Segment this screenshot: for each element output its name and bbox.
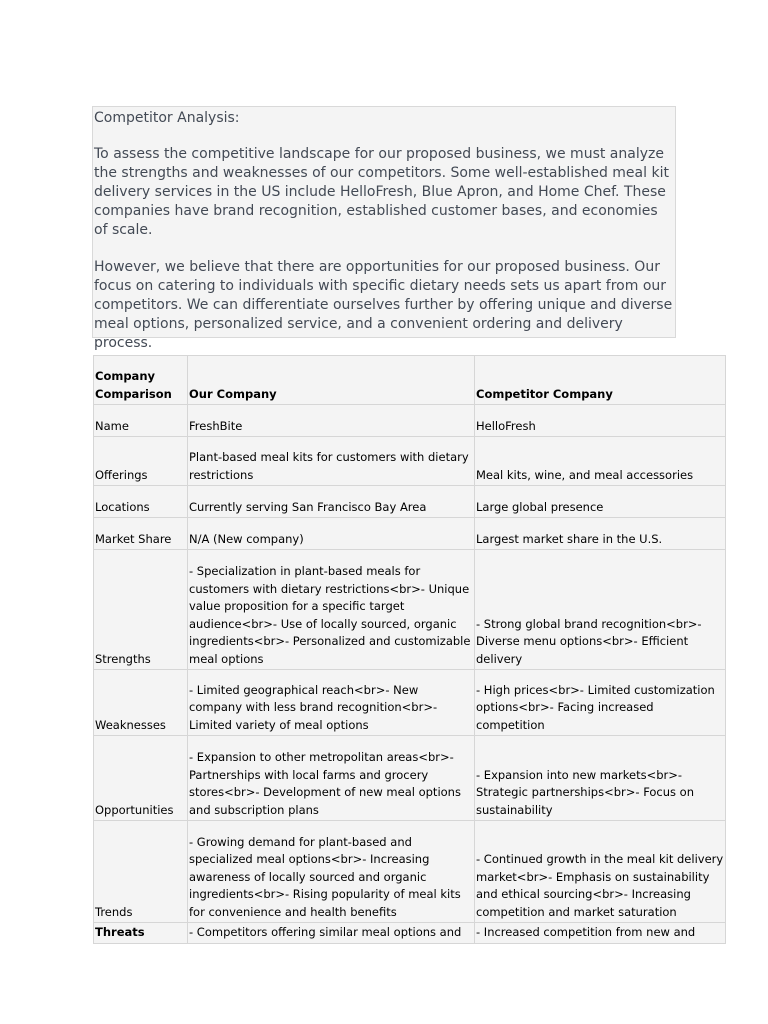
table-row — [94, 821, 726, 923]
section-heading: Competitor Analysis: — [94, 110, 240, 126]
our-company-cell: N/A (New company) — [188, 518, 475, 550]
row-label: Market Share — [94, 518, 188, 550]
our-company-cell: - Expansion to other metropolitan areas<br>- Partnerships with local farms and grocery stores<br>- Development of new meal options and subscription plans — [188, 736, 475, 821]
table-row — [94, 736, 726, 821]
row-label: Opportunities — [94, 736, 188, 821]
competitor-cell: - Expansion into new markets<br>- Strategic partnerships<br>- Focus on sustainability — [475, 736, 726, 821]
competitor-cell: HelloFresh — [475, 405, 726, 437]
row-label: Trends — [94, 821, 188, 923]
table-row — [94, 670, 726, 736]
competitor-cell: Largest market share in the U.S. — [475, 518, 726, 550]
row-label: Locations — [94, 486, 188, 518]
header-competitor-company: Competitor Company — [475, 356, 726, 405]
table-header-row — [94, 356, 726, 405]
table-row — [94, 486, 726, 518]
company-comparison-table — [93, 355, 726, 944]
competitor-cell: Meal kits, wine, and meal accessories — [475, 437, 726, 486]
competitor-cell: - High prices<br>- Limited customization options<br>- Facing increased competition — [475, 670, 726, 736]
our-company-cell: Plant-based meal kits for customers with dietary restrictions — [188, 437, 475, 486]
intro-paragraph-2: However, we believe that there are opportunities for our proposed business. Our focus on catering to individuals with specific dietary needs sets us apart from our competitors. We can differentiate ourselves further by offering unique and diverse meal options, personalized service, and a convenient ordering and delivery process. — [94, 259, 673, 351]
table-row — [94, 518, 726, 550]
competitor-cell: - Strong global brand recognition<br>- Diverse menu options<br>- Efficient delivery — [475, 550, 726, 670]
our-company-cell: - Growing demand for plant-based and specialized meal options<br>- Increasing awareness of locally sourced and organic ingredients<br>- Rising popularity of meal kits for convenience and health benefits — [188, 821, 475, 923]
competitor-cell: Large global presence — [475, 486, 726, 518]
our-company-cell: - Specialization in plant-based meals for customers with dietary restrictions<br>- Unique value proposition for a specific target audience<br>- Use of locally sourced, organic ingredients<br>- Personalized and customizable meal options — [188, 550, 475, 670]
competitor-cell: - Continued growth in the meal kit delivery market<br>- Emphasis on sustainability and ethical sourcing<br>- Increasing competition and market saturation — [475, 821, 726, 923]
table-row — [94, 437, 726, 486]
our-company-cell: Currently serving San Francisco Bay Area — [188, 486, 475, 518]
header-company-comparison: Company Comparison — [94, 356, 188, 405]
row-label: Strengths — [94, 550, 188, 670]
competitor-analysis-section — [92, 106, 676, 351]
row-label: Offerings — [94, 437, 188, 486]
header-our-company: Our Company — [188, 356, 475, 405]
row-label: Weaknesses — [94, 670, 188, 736]
our-company-cell: FreshBite — [188, 405, 475, 437]
our-company-cell: - Competitors offering similar meal options and — [188, 923, 475, 944]
row-label: Name — [94, 405, 188, 437]
table-row — [94, 923, 726, 944]
intro-paragraph-1: To assess the competitive landscape for our proposed business, we must analyze the strengths and weaknesses of our competitors. Some well-established meal kit delivery services in the US include HelloFresh, Blue Apron, and Home Chef. These companies have brand recognition, established customer bases, and economies of scale. — [94, 146, 669, 238]
table-row — [94, 550, 726, 670]
table-row — [94, 405, 726, 437]
our-company-cell: - Limited geographical reach<br>- New company with less brand recognition<br>- Limited variety of meal options — [188, 670, 475, 736]
competitor-cell: - Increased competition from new and — [475, 923, 726, 944]
row-label: Threats — [94, 923, 188, 944]
